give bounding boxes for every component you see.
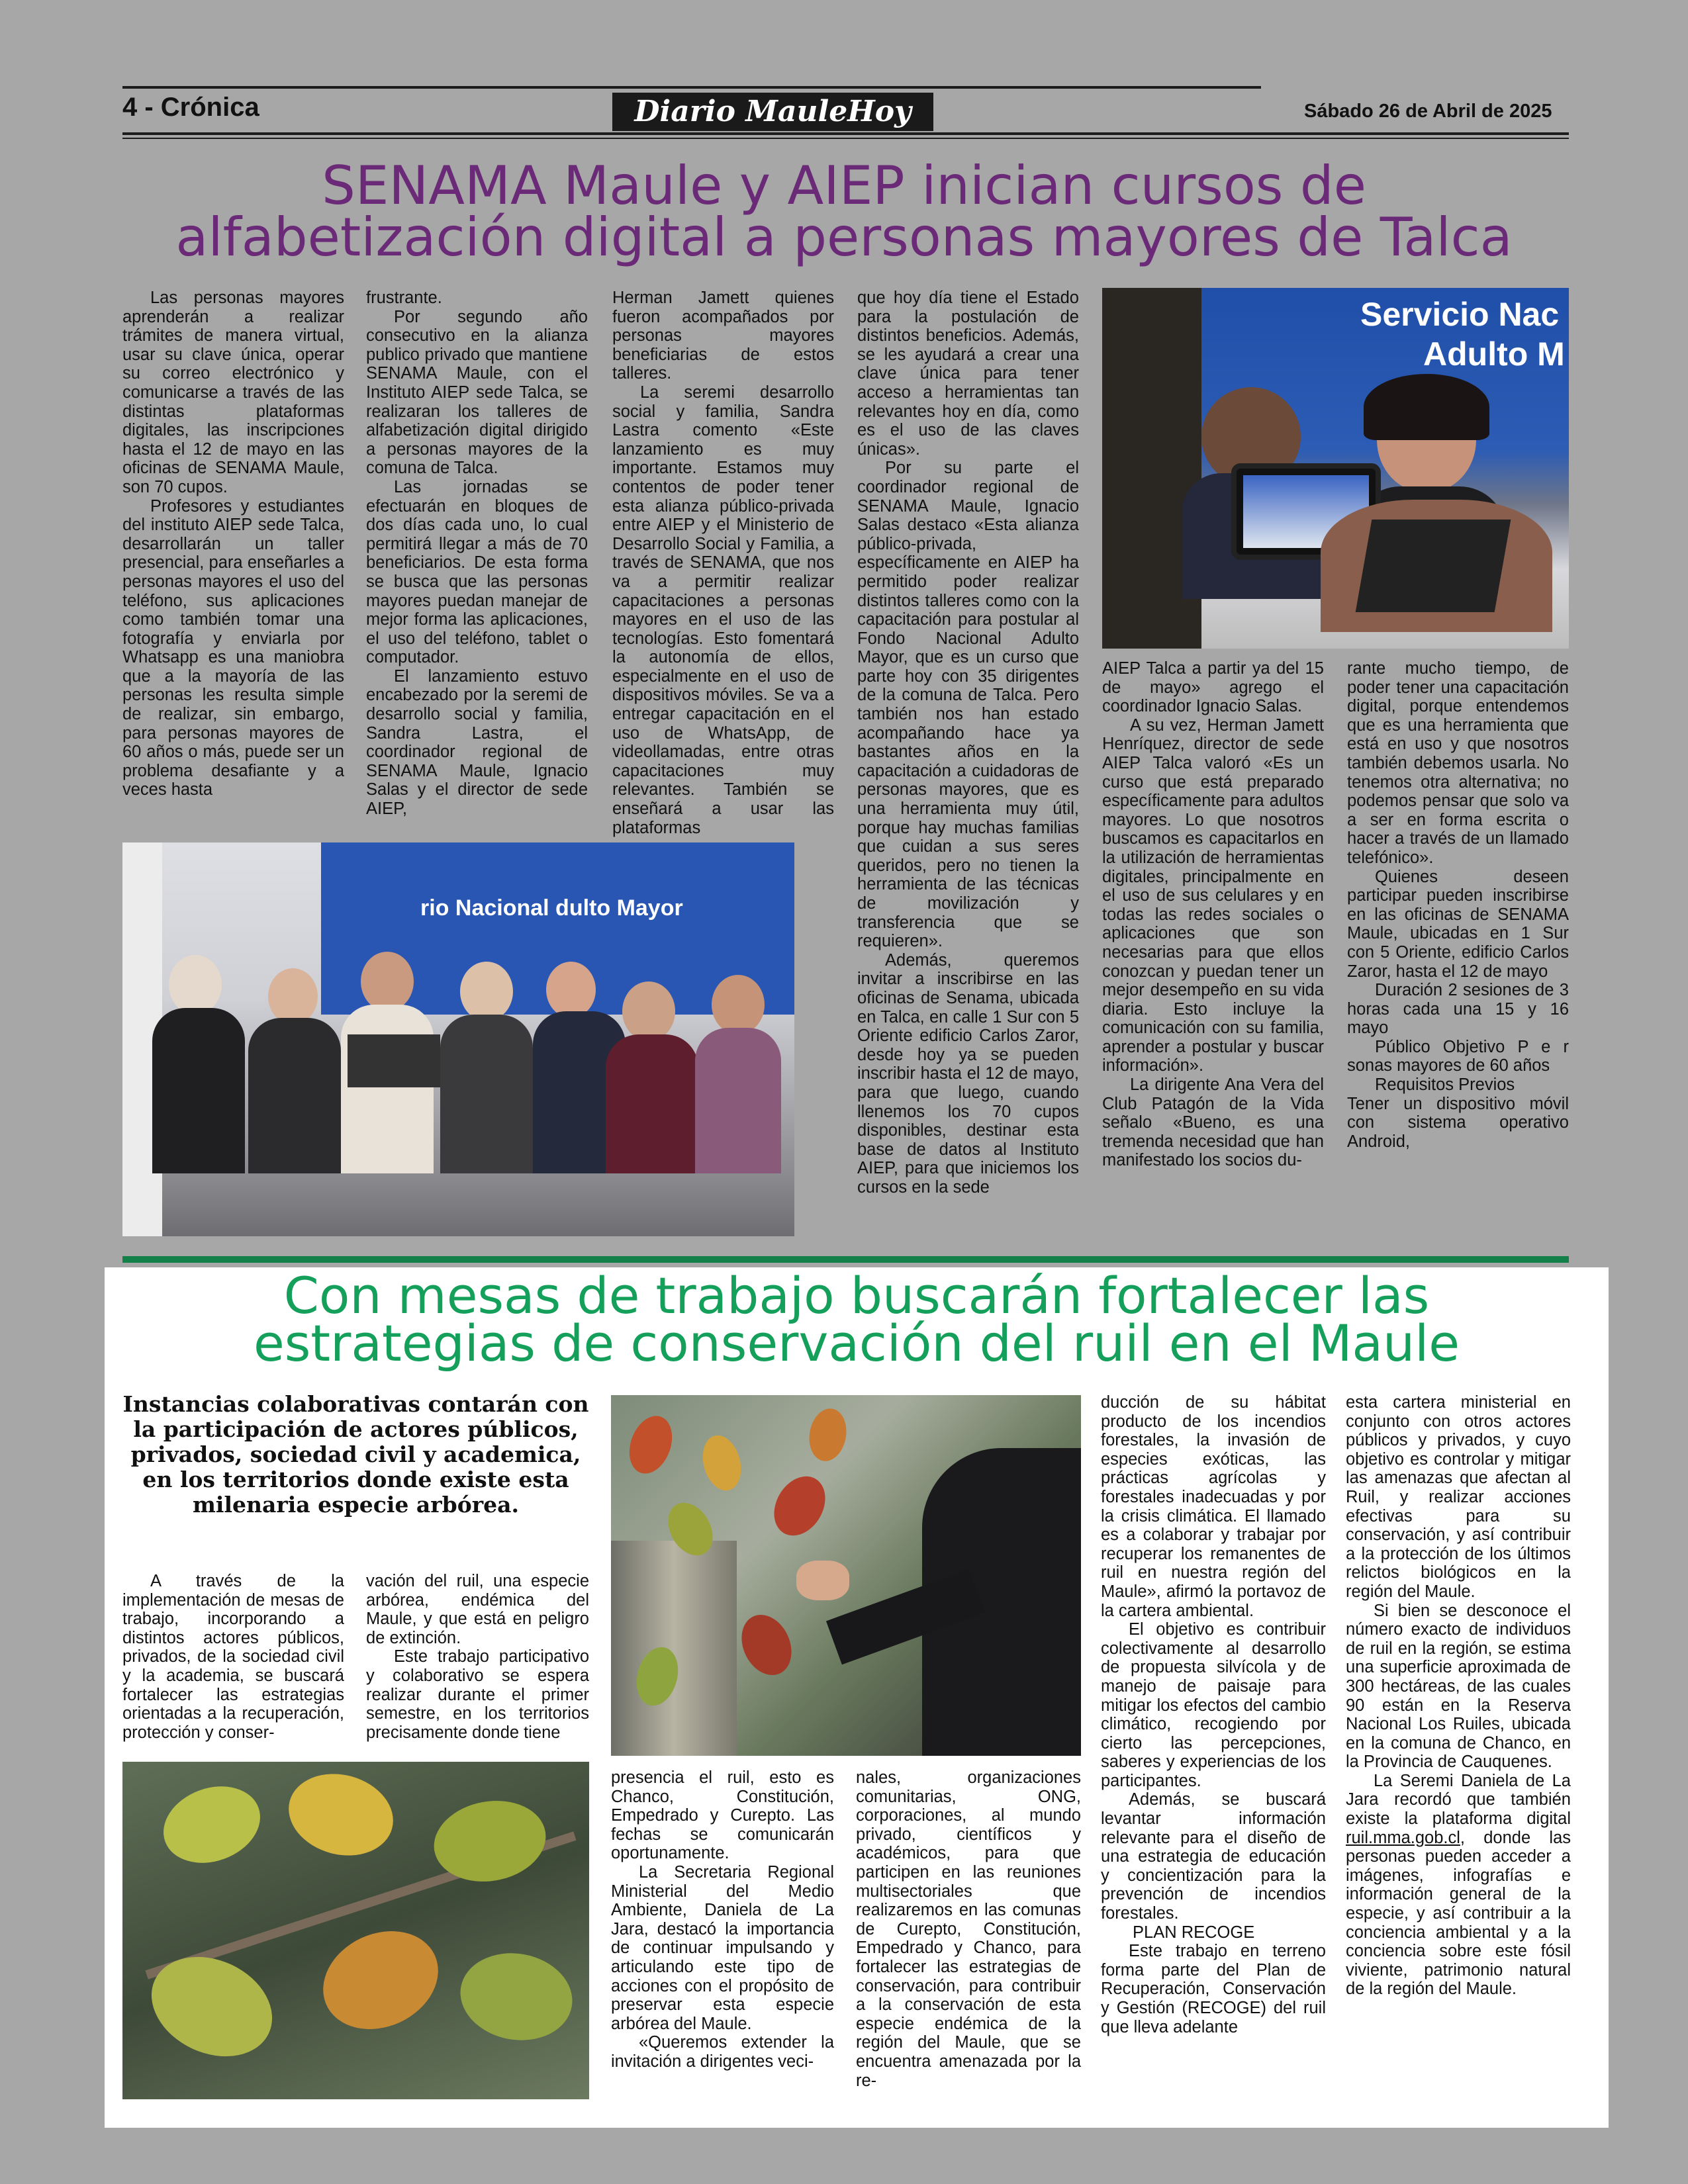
- paragraph: nales, organizaciones comunitarias, ONG, corporaciones, al mundo privado, científicos y académicos, para que participen en las reuniones multisectoriales que realizaremos en las comunas de Curepto, Constitución, Empedrado y Chanco, para fortalecer las estrategias de conservación, para contribuir a la conservación de esta especie endémica de la región del Maule, que se encuentra amenazada por la re-: [856, 1768, 1081, 2090]
- photo-sign-line1: Servicio Nac: [1360, 296, 1560, 333]
- paragraph: Las personas mayores aprenderán a realizar trámites de manera virtual, usar su clave única, operar su correo electrónico y comunicarse a través de las distintas plataformas digitales, las inscripciones hasta el 12 de mayo en las oficinas de SENAMA Maule, son 70 cupos.: [122, 289, 344, 496]
- article1-headline-line2: alfabetización digital a personas mayores de Talca: [175, 206, 1513, 268]
- header-top-rule: [122, 86, 1261, 89]
- paragraph: El objetivo es contribuir colectivamente al desarrollo de propuesta silvícola y de manejo de paisaje para mitigar los efectos del cambio climático, recogiendo por cierto las percepciones, saberes y experiencias de los participantes.: [1101, 1620, 1326, 1790]
- hand: [796, 1561, 849, 1600]
- leaf-icon: [622, 1410, 679, 1479]
- paragraph: Además, se buscará levantar información relevante para el diseño de una estrategia de educación y concientización para la prevención de incendios forestales.: [1101, 1790, 1326, 1923]
- photo-sign-line2: Adulto M: [1423, 336, 1565, 373]
- paragraph: frustrante.: [366, 289, 442, 307]
- article2-col3: [611, 1768, 834, 2071]
- article1-photo-group: [122, 842, 794, 1236]
- group-of-people: [149, 935, 778, 1173]
- leaf-icon: [805, 1406, 850, 1464]
- paragraph: vación del ruil, una especie arbórea, endémica del Maule, y que está en peligro de extinción.: [366, 1572, 589, 1647]
- subheading: PLAN RECOGE: [1133, 1923, 1255, 1942]
- laptop-icon: [1356, 520, 1511, 612]
- paragraph: Tener un dispositivo móvil con sistema operativo Android,: [1347, 1094, 1569, 1151]
- paragraph: que hoy día tiene el Estado para la postulación de distintos beneficios. Además, se les ayudará a crear una clave única para tener acceso a herramientas tan relevantes hoy en día, como es el uso de las claves únicas».: [857, 289, 1079, 459]
- paragraph: «Queremos extender la invitación a dirigentes veci-: [611, 2033, 834, 2071]
- paragraph: La Secretaria Regional Ministerial del Medio Ambiente, Daniela de La Jara, destacó la importancia de continuar impulsando y articulando este tipo de acciones con el propósito de preservar esta especie arbórea del Maule.: [611, 1862, 834, 2033]
- article1-col4: [857, 289, 1079, 1197]
- paragraph-text: , donde las personas pueden acceder a imágenes, infografías e información general de la especie, y así contribuir a la conciencia ambiental y a la conciencia sobre este fósil viviente, patrimonio natural de la región del Maule.: [1346, 1828, 1571, 1999]
- paragraph: Si bien se desconoce el número exacto de individuos de ruil en la región, se estima una superficie aproximada de 300 hectáreas, de las cuales 90 están en la Reserva Nacional Los Ruiles, ubicada en la comuna de Chanco, en la Provincia de Cauquenes.: [1346, 1601, 1571, 1772]
- leaf-icon: [453, 1944, 579, 2049]
- paragraph: ducción de su hábitat producto de los incendios forestales, la invasión de especies exóticas, las prácticas agrícolas y forestales inadecuadas y por la crisis climática. El llamado es a colaborar y trabajar por recuperar los remanentes de ruil en nuestra región del Maule», afirmó la portavoz de la cartera ambiental.: [1101, 1393, 1326, 1620]
- woman-hair: [1364, 374, 1489, 440]
- issue-date: Sábado 26 de Abril de 2025: [1304, 101, 1552, 122]
- paragraph: Requisitos Previos: [1375, 1075, 1515, 1095]
- article2-photo-leaves: [122, 1762, 589, 2099]
- paragraph: A su vez, Herman Jamett Henríquez, director de sede AIEP Talca valoró «Es un curso que está preparado específicamente para adultos mayores. Lo que nosotros buscamos es capacitarlos en la utilización de herramientas digitales, principalmente en el uso de sus celulares y en todas las redes sociales o aplicaciones que son necesarias para que ellos conozcan y puedan tener un mejor desempeño en su vida diaria. Esto incluye la comunicación con su familia, aprender a postular y buscar información».: [1102, 715, 1324, 1075]
- leaf-icon: [135, 1938, 288, 2075]
- leaf-icon: [307, 1913, 454, 2048]
- article2-col2: [366, 1572, 589, 1742]
- article1-col6: [1347, 659, 1569, 1151]
- tree-trunk: [611, 1541, 737, 1756]
- masthead: Diario MauleHoy: [612, 93, 933, 131]
- paragraph: A través de la implementación de mesas de trabajo, incorporando a distintos actores públicos, privados, de la sociedad civil y la academia, se buscará fortalecer las estrategias orientadas a la recuperación, protección y conser-: [122, 1572, 344, 1742]
- article1-col1: [122, 289, 344, 799]
- photo-sign-text: [1360, 295, 1565, 374]
- paragraph: Las jornadas se efectuarán en bloques de dos días cada uno, lo cual permitirá llegar a más de 70 beneficiarios. De esta forma se busca que las personas mayores puedan manejar de mejor forma las aplicaciones, el uso del teléfono, tablet o computador.: [366, 477, 588, 667]
- article2-headline: [105, 1266, 1609, 1373]
- paragraph: presencia el ruil, esto es Chanco, Constitución, Empedrado y Curepto. Las fechas se comunicarán oportunamente.: [611, 1768, 834, 1863]
- header-bottom-rule: [122, 132, 1569, 135]
- article2-col6: [1346, 1393, 1571, 1999]
- section-label: 4 - Crónica: [122, 93, 259, 122]
- article2-col1: [122, 1572, 344, 1742]
- paragraph: Por segundo año consecutivo en la alianza publico privado que mantiene SENAMA Maule, con el Instituto AIEP sede Talca, se realizaran los talleres de alfabetización digital dirigido a personas mayores de la comuna de Talca.: [366, 307, 588, 478]
- paragraph: rante mucho tiempo, de poder tener una capacitación digital, porque entendemos que es una herramienta que está en uso y que nosotros también debemos usarla. No tenemos otra alternativa; no podemos pensar que solo va a ser en forma escrita o hacer a través de un llamado telefónico».: [1347, 659, 1569, 867]
- article1-col3: [612, 289, 834, 837]
- article2-lead: Instancias colaborativas contarán con la participación de actores públicos, privados, sociedad civil y academica, en los territorios donde existe esta milenaria especie arbórea.: [122, 1391, 589, 1518]
- leaf-icon: [764, 1467, 835, 1545]
- article2-photo-tree: [611, 1395, 1081, 1756]
- paragraph: Profesores y estudiantes del instituto AIEP sede Talca, desarrollarán un taller presencial, para enseñarles a personas mayores el uso del teléfono, sus aplicaciones como también tomar una fotografía y enviarla por Whatsapp es una maniobra que a la mayoría de las personas les resulta simple de realizar, sin embargo, para personas mayores de 60 años o más, puede ser un problema desafiante y a veces hasta: [122, 496, 344, 799]
- website-link[interactable]: ruil.mma.gob.cl: [1346, 1828, 1460, 1847]
- paragraph: Por su parte el coordinador regional de SENAMA Maule, Ignacio Salas destaco «Esta alianza público-privada, específicamente en AIEP ha permitido poder realizar distintos talleres como con la capacitación para postular al Fondo Nacional Adulto Mayor, que es un curso que parte hoy con 35 dirigentes de la comuna de Talca. Pero también nos han estado acompañando hace ya bastantes años en la capacitación a cuidadoras de personas mayores, que es una herramienta muy útil, porque hay muchas familias que cuidan a sus seres queridos, pero no tienen la herramienta de las técnicas de movilización y transferencia que se requieren».: [857, 459, 1079, 951]
- paragraph: Herman Jamett quienes fueron acompañados por personas mayores beneficiarias de estos talleres.: [612, 289, 834, 383]
- header-bottom-rule-thin: [122, 138, 1569, 139]
- paragraph: esta cartera ministerial en conjunto con otros actores públicos y privados, y cuyo objetivo es controlar y mitigar las amenazas que afectan al Ruil, y realizar acciones efectivas para su conservación, y así contribuir a la protección de los últimos relictos biológicos en la región del Maule.: [1346, 1393, 1571, 1601]
- paragraph: AIEP Talca a partir ya del 15 de mayo» agrego el coordinador Ignacio Salas.: [1102, 659, 1324, 716]
- paragraph: La seremi desarrollo social y familia, Sandra Lastra comento «Este lanzamiento es muy importante. Estamos muy contentos de poder tener esta alianza público-privada entre AIEP y el Ministerio de Desarrollo Social y Familia, a través de SENAMA, que nos va a permitir realizar capacitaciones a personas mayores en el uso de las tecnologías. Esto fomentará la autonomía de ellos, especialmente en el uso de dispositivos móviles. Se va a entregar capacitación en el uso de WhatsApp, de videollamadas, entre otras capacitaciones muy relevantes. También se enseñará a usar las plataformas: [612, 383, 834, 837]
- leaf-icon: [697, 1431, 747, 1494]
- leaf-icon: [279, 1762, 402, 1866]
- article1-col5: [1102, 659, 1324, 1170]
- paragraph: Duración 2 sesiones de 3 horas cada una 15 y 16 mayo: [1347, 981, 1569, 1038]
- paragraph: Este trabajo en terreno forma parte del Plan de Recuperación, Conservación y Gestión (RECOGE) del ruil que lleva adelante: [1101, 1942, 1326, 2036]
- article2-col4: [856, 1768, 1081, 2090]
- paragraph: [1346, 1772, 1571, 1999]
- article2-headline-line2: estrategias de conservación del ruil en el Maule: [253, 1314, 1460, 1373]
- paragraph: El lanzamiento estuvo encabezado por la seremi de desarrollo social y familia, Sandra Lastra, el coordinador regional de SENAMA Maule, Ignacio Salas y el director de sede AIEP,: [366, 666, 588, 819]
- paragraph: Este trabajo participativo y colaborativo se espera realizar durante el primer semestre, en los territorios precisamente donde tiene: [366, 1647, 589, 1742]
- leaf-icon: [732, 1607, 801, 1684]
- section-divider: [122, 1256, 1569, 1263]
- paragraph-text: La Seremi Daniela de La Jara recordó que también existe la plataforma digital: [1346, 1771, 1571, 1829]
- leaf-icon: [153, 1774, 271, 1876]
- paragraph: Además, queremos invitar a inscribirse en las oficinas de Senama, ubicada en Talca, en calle 1 Sur con 5 Oriente edificio Carlos Zaror, desde hoy ya se pueden inscribir hasta el 12 de mayo, para que luego, cuando llenemos los 70 cupos disponibles, destinar esta base de datos al Instituto AIEP, para que iniciemos los cursos en la sede: [857, 950, 1079, 1197]
- article1-col2: [366, 289, 588, 819]
- photo-banner-text: rio Nacional dulto Mayor: [420, 895, 683, 921]
- paragraph: Quienes deseen participar pueden inscribirse en las oficinas de SENAMA Maule, ubicadas en 1 Sur con 5 Oriente, edificio Carlos Zaror, hasta el 12 de mayo: [1347, 867, 1569, 981]
- paragraph: La dirigente Ana Vera del Club Patagón de la Vida señalo «Bueno, es una tremenda necesidad que han manifestado los socios du-: [1102, 1075, 1324, 1170]
- article1-photo-workshop: [1102, 288, 1569, 649]
- article2-col5: [1101, 1393, 1326, 2036]
- paragraph: Público Objetivo P e r sonas mayores de 60 años: [1347, 1037, 1569, 1075]
- article2-headline-line1: Con mesas de trabajo buscarán fortalecer las: [283, 1266, 1430, 1325]
- article1-headline-line1: SENAMA Maule y AIEP inician cursos de: [322, 155, 1366, 216]
- article1-headline: [106, 155, 1582, 268]
